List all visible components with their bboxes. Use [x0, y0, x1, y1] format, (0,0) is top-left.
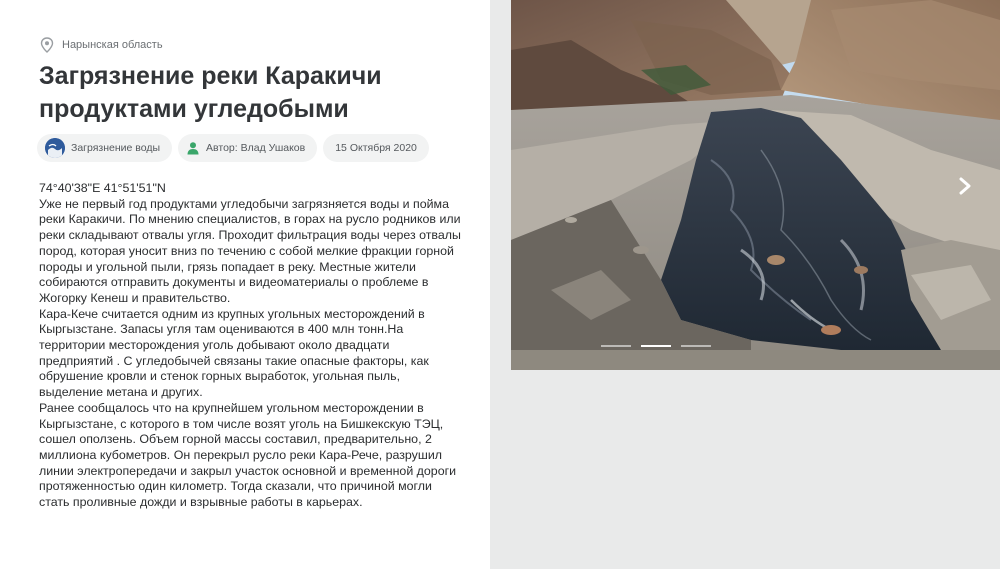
paragraph-2: Кара-Кече считается одним из крупных угольных месторождений в Кыргызстане. Запасы угля там оцениваются в 400 млн тонн.На территории месторождения уголь добывают около двадцати предприятий . С угледобычей связаны такие опасные факторы, как обрушение кровли и стенок горных выработок, угольная пыль, выделение метана и других.: [39, 306, 429, 400]
slide-indicator: [601, 345, 711, 347]
date-label: 15 Октября 2020: [335, 142, 417, 154]
paragraph-3: Ранее сообщалось что на крупнейшем угольном месторождении в Кыргызстане, с которого в том числе возят уголь на Бишкекскую ТЭЦ, сошел оползень. Объем горной массы составил, предварительно, 2 миллиона кубометров. Он перекрыл русло реки Кара-Рече, разрушил линии электропередачи и закрыл участок основной и временной дороги протяженностью один километр. Тогда сказали, что причиной могли стать проливные дожди и взрывные работы в карьерах.: [39, 400, 457, 510]
region-name[interactable]: Нарынская область: [62, 39, 163, 51]
author-label: Автор: Влад Ушаков: [206, 142, 306, 154]
category-chip[interactable]: [37, 134, 172, 162]
photo-gallery[interactable]: [511, 0, 1000, 370]
water-pollution-icon: [45, 138, 65, 158]
category-label: Загрязнение воды: [71, 142, 161, 154]
region-label: [40, 37, 163, 53]
slide-dot-1[interactable]: [601, 345, 631, 347]
location-pin-icon: [40, 37, 54, 53]
date-chip: [323, 134, 429, 162]
river-valley-photo: [511, 0, 1000, 370]
article-panel: [0, 0, 490, 569]
article-body: [39, 181, 464, 511]
person-icon: [186, 141, 200, 155]
article-title: Загрязнение реки Каракичи продуктами угледобыми: [39, 62, 382, 123]
author-chip[interactable]: [178, 134, 317, 162]
slide-dot-2[interactable]: [641, 345, 671, 347]
chevron-right-icon[interactable]: [956, 176, 974, 196]
slide-dot-3[interactable]: [681, 345, 711, 347]
coordinates: 74°40'38"E 41°51'51"N: [39, 181, 166, 195]
paragraph-1: Уже не первый год продуктами угледобычи загрязняется воды и пойма реки Каракичи. По мнению специалистов, в горах на русло родников или реки складывают отвалы угля. Проходит фильтрация воды через отвалы пород, которая уносит вниз по течению с собой мелкие фракции горной породы и угольной пыли, грязь попадает в реку. Местные жители собираются отправить документы и видеоматериалы о проблеме в Жогорку Кенеш и правительство.: [39, 196, 461, 305]
article-meta: [37, 134, 429, 162]
